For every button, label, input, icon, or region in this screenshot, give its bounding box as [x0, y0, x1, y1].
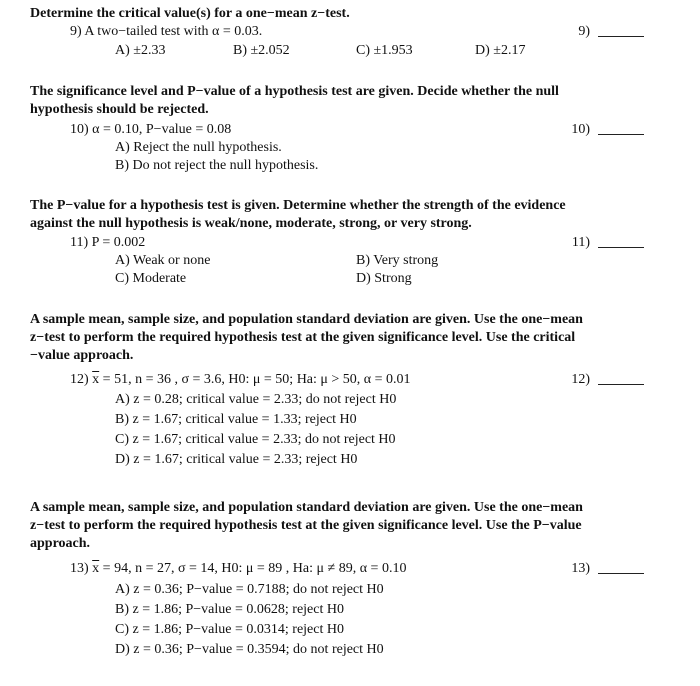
- question-13-stem: [70, 560, 406, 577]
- choice-13b: B) z = 1.86; P−value = 0.0628; reject H0: [115, 602, 344, 617]
- choice-12d: D) z = 1.67; critical value = 2.33; reject H0: [115, 452, 358, 467]
- choice-10a: A) Reject the null hypothesis.: [115, 140, 282, 155]
- instruction-pvalue-approach-line2: z−test to perform the required hypothesis test at the given significance level. Use the P−value: [30, 518, 582, 533]
- instruction-pvalue-decision-line2: hypothesis should be rejected.: [30, 102, 209, 117]
- instruction-critical-approach-line2: z−test to perform the required hypothesis test at the given significance level. Use the critical: [30, 330, 576, 345]
- choice-9a: A) ±2.33: [115, 43, 166, 58]
- question-12-stem: [70, 371, 411, 388]
- question-12-number: 12): [571, 372, 590, 387]
- choice-9b: B) ±2.052: [233, 43, 290, 58]
- question-12-stem-rest: = 51, n = 36 , σ = 3.6, H0: μ = 50; Ha: μ > 50, α = 0.01: [99, 372, 411, 387]
- instruction-critical-approach-line3: −value approach.: [30, 348, 134, 363]
- choice-13a: A) z = 0.36; P−value = 0.7188; do not reject H0: [115, 582, 384, 597]
- sample-mean-symbol: $\overline{x}$: [92, 561, 100, 576]
- choice-12a: A) z = 0.28; critical value = 2.33; do not reject H0: [115, 392, 397, 407]
- choice-10b: B) Do not reject the null hypothesis.: [115, 158, 319, 173]
- choice-11b: B) Very strong: [356, 253, 439, 268]
- answer-blank-11[interactable]: [598, 247, 644, 248]
- choice-13d: D) z = 0.36; P−value = 0.3594; do not reject H0: [115, 642, 384, 657]
- choice-13c: C) z = 1.86; P−value = 0.0314; reject H0: [115, 622, 344, 637]
- answer-blank-13[interactable]: [598, 573, 644, 574]
- question-10-stem: 10) α = 0.10, P−value = 0.08: [70, 122, 232, 137]
- answer-blank-9[interactable]: [598, 36, 644, 37]
- choice-11a: A) Weak or none: [115, 253, 211, 268]
- choice-12c: C) z = 1.67; critical value = 2.33; do not reject H0: [115, 432, 396, 447]
- question-11-number: 11): [571, 235, 590, 250]
- answer-blank-12[interactable]: [598, 384, 644, 385]
- question-11-stem: 11) P = 0.002: [70, 235, 146, 250]
- question-13-prefix: 13): [70, 561, 93, 576]
- question-12-prefix: 12): [70, 372, 93, 387]
- sample-mean-symbol: $\overline{x}$: [92, 372, 100, 387]
- choice-11c: C) Moderate: [115, 271, 187, 286]
- instruction-critical-approach-line1: A sample mean, sample size, and population standard deviation are given. Use the one−mean: [30, 312, 583, 327]
- question-9-stem: 9) A two−tailed test with α = 0.03.: [70, 24, 263, 39]
- question-13-number: 13): [571, 561, 590, 576]
- instruction-evidence-strength-line1: The P−value for a hypothesis test is given. Determine whether the strength of the evidence: [30, 198, 566, 213]
- instruction-evidence-strength-line2: against the null hypothesis is weak/none, moderate, strong, or very strong.: [30, 216, 472, 231]
- question-10-number: 10): [571, 122, 590, 137]
- instruction-pvalue-approach-line1: A sample mean, sample size, and population standard deviation are given. Use the one−mean: [30, 500, 583, 515]
- choice-11d: D) Strong: [356, 271, 412, 286]
- choice-9d: D) ±2.17: [475, 43, 526, 58]
- choice-9c: C) ±1.953: [356, 43, 413, 58]
- instruction-pvalue-approach-line3: approach.: [30, 536, 91, 551]
- question-13-stem-rest: = 94, n = 27, σ = 14, H0: μ = 89 , Ha: μ ≠ 89, α = 0.10: [99, 561, 407, 576]
- question-9-number: 9): [578, 24, 590, 39]
- choice-12b: B) z = 1.67; critical value = 1.33; reject H0: [115, 412, 357, 427]
- answer-blank-10[interactable]: [598, 134, 644, 135]
- instruction-critical-value: Determine the critical value(s) for a one−mean z−test.: [30, 6, 350, 21]
- instruction-pvalue-decision-line1: The significance level and P−value of a hypothesis test are given. Decide whether the null: [30, 84, 559, 99]
